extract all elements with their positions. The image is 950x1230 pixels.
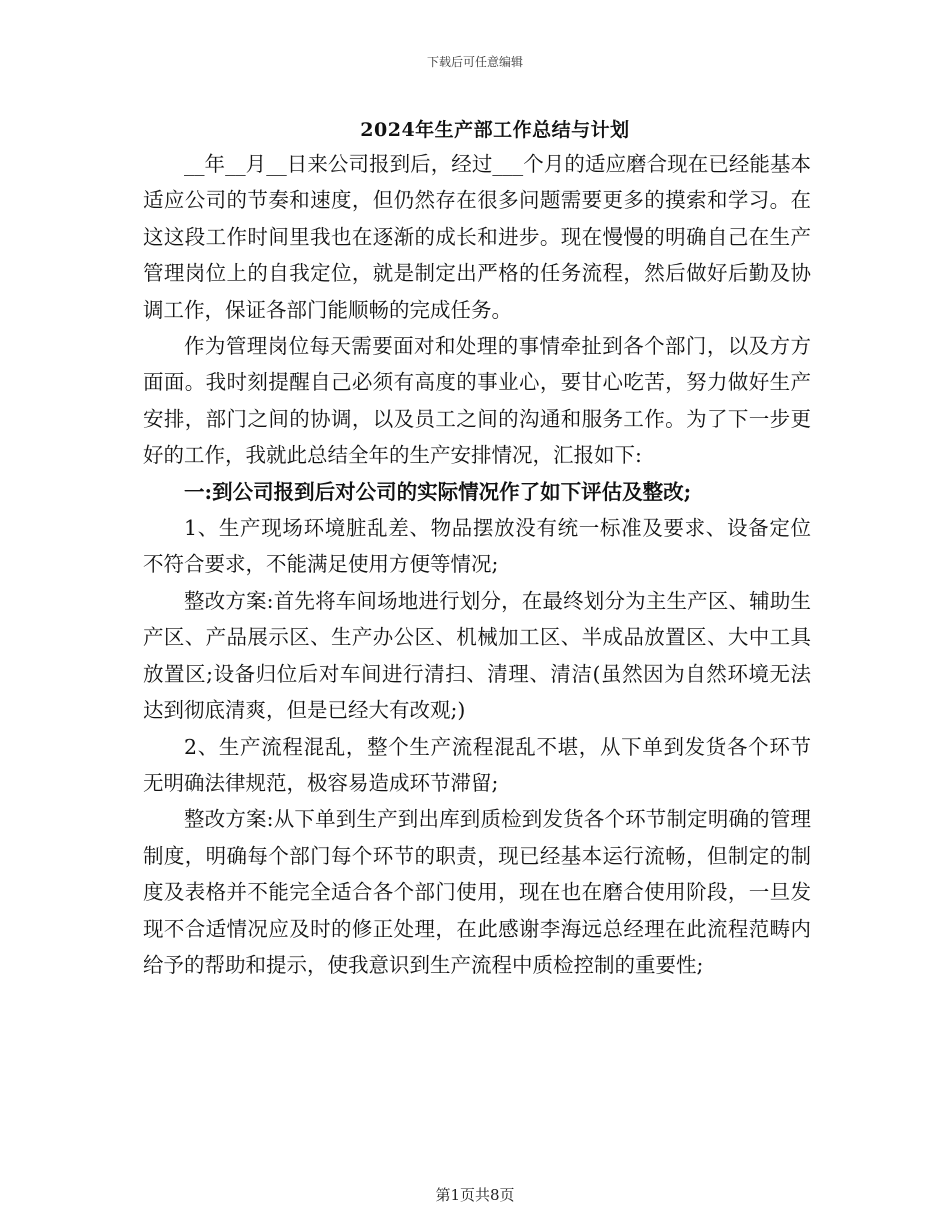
page-number: 第1页共8页 (435, 1186, 515, 1204)
header-note: 下载后可任意编辑 (426, 55, 523, 69)
document-body (143, 146, 811, 983)
document-title: 2024年生产部工作总结与计划 (360, 119, 630, 141)
paragraph-management-role: 作为管理岗位每天需要面对和处理的事情牵扯到各个部门，以及方方面面。我时刻提醒自己必须有高度的事业心，要甘心吃苦，努力做好生产安排，部门之间的协调，以及员工之间的沟通和服务工作。为了下一步更好的工作，我就此总结全年的生产安排情况，汇报如下: (143, 334, 811, 468)
paragraph-solution-2: 整改方案:从下单到生产到出库到质检到发货各个环节制定明确的管理制度，明确每个部门每个环节的职责，现已经基本运行流畅，但制定的制度及表格并不能完全适合各个部门使用，现在也在磨合使用阶段，一旦发现不合适情况应及时的修正处理，在此感谢李海远总经理在此流程范畴内给予的帮助和提示，使我意识到生产流程中质检控制的重要性; (143, 807, 811, 977)
section-heading-1: 一:到公司报到后对公司的实际情况作了如下评估及整改; (184, 479, 692, 504)
paragraph-intro: __年__月__日来公司报到后，经过___个月的适应磨合现在已经能基本适应公司的节奏和速度，但仍然存在很多问题需要更多的摸索和学习。在这这段工作时间里我也在逐渐的成长和进步。现在慢慢的明确自己在生产管理岗位上的自我定位，就是制定出严格的任务流程，然后做好后勤及协调工作，保证各部门能顺畅的完成任务。 (143, 152, 811, 322)
paragraph-issue-2: 2、生产流程混乱，整个生产流程混乱不堪，从下单到发货各个环节无明确法律规范，极容易造成环节滞留; (143, 734, 811, 795)
paragraph-solution-1: 整改方案:首先将车间场地进行划分，在最终划分为主生产区、辅助生产区、产品展示区、生产办公区、机械加工区、半成品放置区、大中工具放置区;设备归位后对车间进行清扫、清理、清洁(虽然因为自然环境无法达到彻底清爽，但是已经大有改观;) (143, 588, 811, 723)
paragraph-issue-1: 1、生产现场环境脏乱差、物品摆放没有统一标准及要求、设备定位不符合要求，不能满足使用方便等情况; (143, 516, 811, 577)
